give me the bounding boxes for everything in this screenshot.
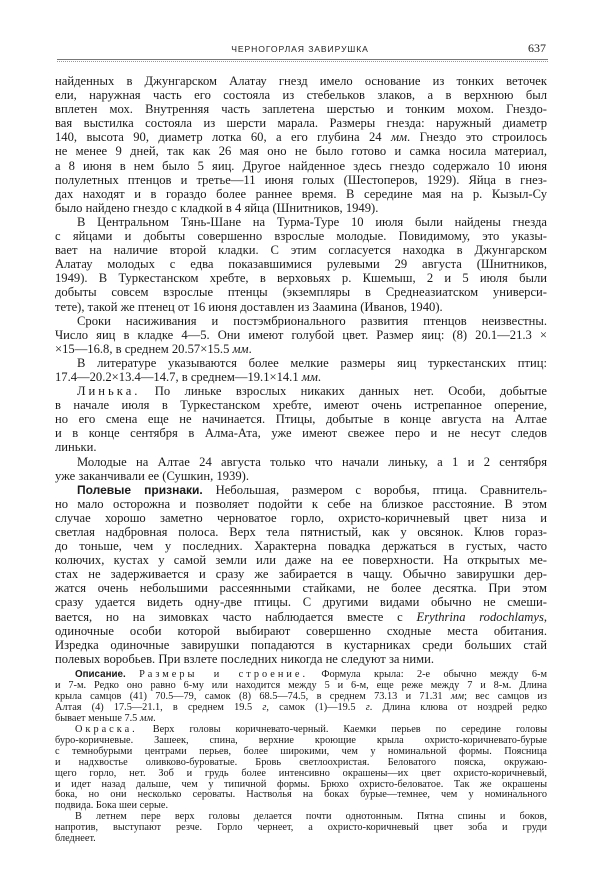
text-line (55, 823, 547, 834)
text-line (55, 440, 547, 454)
text-segment: с темнобурыми центрами перьев, более широкими, чем у номинальной формы. Поясница (55, 745, 547, 757)
text-segment: одиночные особи которой выбирают совершенно сходные места обитания. (55, 623, 547, 638)
text-segment: Сроки насиживания и постэмбрионального развития птенцов неизвестны. (77, 313, 547, 328)
italic-text: мм (390, 130, 408, 145)
text-segment: найденных в Джунгарском Алатау гнезд имело основание из тонких веточек (55, 74, 547, 88)
text-segment: Алатау молодых с едва показавшимися рулевыми 29 августа (Шнитников, (55, 257, 547, 272)
text-line (55, 342, 547, 356)
paragraph (55, 384, 547, 454)
text-segment: уже заканчивали ее (Сушкин, 1939). (55, 468, 249, 483)
italic-text: г (262, 701, 267, 713)
text-line (55, 553, 547, 567)
text-segment: полулетных птенцов и третье—11 июня голых (Шестоперов, 1929). Яйца в гнез- (55, 172, 547, 187)
text-line (55, 215, 547, 229)
text-segment (126, 669, 139, 680)
text-segment: бока, но они несколько сероваты. Настволья на боках бурые—темнее, чем у номинального (55, 789, 547, 801)
text-segment: и идет назад дальше, чем у типичной формы. Брюхо охристо-беловатое. Так же окрашены (55, 778, 547, 790)
section-heading: Полевые признаки. (77, 482, 203, 497)
paragraph (55, 455, 547, 483)
text-segment: Число яиц в кладке 4—5. Они имеют голубой цвет. Размер яиц: (8) 20.1—21.3 × (55, 327, 547, 342)
text-line (55, 300, 547, 314)
text-line (55, 511, 547, 525)
text-line (55, 483, 547, 497)
text-line (55, 271, 547, 285)
text-segment: Формула крыла: 2-е обычно между 6-м (308, 669, 548, 680)
text-segment: 17.4—20.2×13.4—14.7, в среднем—19.1×14.1 (55, 369, 302, 384)
text-segment: но мало осторожна и позволяет подойти к себе на близкое расстояние. В этом (55, 496, 547, 511)
header-rule (57, 59, 548, 62)
text-segment: Изредка одиночные завирушки попадаются в кустарниках среди больших стай (55, 637, 547, 652)
running-head (0, 41, 600, 58)
paragraph (55, 812, 547, 845)
text-segment: бледнеет. (55, 833, 96, 845)
paragraph (55, 356, 547, 384)
text-line (55, 834, 547, 845)
paragraph (55, 215, 547, 314)
text-line (55, 624, 547, 638)
text-segment: полевых воробьев. При взлете последних никогда не следуют за ними. (55, 651, 434, 666)
text-segment: крыла самцов (41) 70.5—79, самок (8) 68.5—74.5, в среднем 73.13 и 71.31 (55, 690, 451, 702)
text-segment: вается, но на зимовках часто наблюдается вместе с (55, 609, 417, 624)
spaced-subheading: Размеры и строение. (139, 669, 309, 680)
text-line (55, 469, 547, 483)
text-line (55, 398, 547, 412)
text-segment: , (543, 609, 548, 624)
text-segment: колючих, кустах у самой земли или даже на ее поверхности. На открытых ме- (55, 553, 547, 568)
text-segment: напротив, выступают резче. Горло чернеет, а охристо-коричневый цвет зоба и груди (55, 822, 547, 834)
text-line (55, 384, 547, 398)
text-segment: 140, высота 90, диаметр лотка 60, а его глубина 24 (55, 130, 391, 145)
text-segment: вплетен мох. Внутренняя часть заплетена шерстью и тонким мохом. Гнездо- (55, 102, 547, 117)
text-segment: подвида. Бока шеи серые. (55, 800, 169, 812)
text-segment: а 8 июня в нем было 5 яиц. Другое найденное здесь гнездо содержало 10 июня (55, 158, 547, 173)
paragraph (55, 314, 547, 356)
text-segment: . (153, 712, 156, 724)
text-line (55, 116, 547, 130)
text-segment: и надхвостье оливково-буроватые. Бровь светлоохристая. Беловатого пояска, окружаю- (55, 756, 547, 768)
text-segment: В литературе указываются более мелкие размеры яиц туркестанских птиц: (77, 355, 547, 370)
text-segment: и 7-м. Редко оно равно 6-му или находится между 5 и 6-м, еще реже между 7 и 8-м. Длина (55, 679, 547, 691)
text-segment: стах не задерживается и сразу же забирается в чащу. Обычно завирушки дер- (55, 567, 547, 582)
text-line (55, 455, 547, 469)
text-line (55, 356, 547, 370)
page-number: 637 (528, 41, 546, 55)
text-segment: . Гнездо это строилось (407, 130, 547, 145)
small-print-description (55, 670, 547, 845)
main-text-body (55, 74, 547, 666)
text-line (55, 173, 547, 187)
italic-text: г (365, 701, 370, 713)
text-segment: В Центральном Тянь-Шане на Турма-Туре 10 июля были найдены гнезда (77, 214, 547, 229)
text-segment: . Длина клюва от ноздрей редко (369, 701, 547, 713)
text-line (55, 638, 547, 652)
text-segment: бывает меньше 7.5 (55, 712, 140, 724)
text-line (55, 88, 547, 102)
text-line (55, 130, 547, 144)
text-segment: светлая надбровная полоса. Верх тела пятнистый, как у овсянок. Клюв гораз- (55, 525, 547, 539)
text-segment: тете), такой же птенец от 16 июня доставлен из Заамина (Иванов, 1940). (55, 299, 443, 314)
text-line (55, 187, 547, 201)
text-line (55, 567, 547, 581)
text-segment: Молодые на Алтае 24 августа только что начали линьку, а 1 и 2 сентября (77, 454, 547, 469)
text-segment: В летнем пере верх головы делается почти однотонным. Пятна спины и боков, (75, 811, 547, 823)
italic-text: Erythrina rodochlamys (416, 609, 544, 624)
text-line (55, 328, 547, 342)
text-segment: с яйцами и добыты совершенно взрослые молодые. Повидимому, это указы- (55, 229, 547, 244)
text-line (55, 229, 547, 243)
text-segment: и в конце сентября в Алма-Ата, уже имеют свежее перо и не несут следов (55, 426, 547, 441)
text-line (55, 201, 547, 215)
section-heading: Описание. (75, 669, 126, 680)
text-line (55, 159, 547, 173)
text-line (55, 652, 547, 666)
text-segment: вает на наличие второй кладки. С этим согласуется находка в Джунгарском (55, 243, 547, 258)
text-line (55, 426, 547, 440)
text-line (55, 285, 547, 299)
paragraph (55, 74, 547, 215)
text-line (55, 525, 547, 539)
text-segment: случае хорошо заметно черноватое горло, охристо-коричневый цвет низа и (55, 510, 547, 525)
text-segment: вая выстилка состояла из шерсти марала. Размеры гнезда: наружный диаметр (55, 116, 547, 131)
text-line (55, 370, 547, 384)
text-line (55, 581, 547, 595)
text-segment: . (317, 369, 322, 384)
text-line (55, 497, 547, 511)
text-line (55, 595, 547, 609)
italic-text: мм (139, 712, 154, 724)
running-head-title: ЧЕРНОГОРЛАЯ ЗАВИРУШКА (231, 44, 369, 54)
italic-text: мм (301, 369, 318, 384)
text-segment: По линьке взрослых никаких данных нет. Особи, добытые (140, 384, 547, 399)
text-segment: буро-коричневые. Зашеек, спина, верхние кроющие крыла охристо-коричневато-бурые (55, 734, 547, 746)
text-segment: 1949). В Туркестанском хребте, в верховьях р. Кшемыш, 2 и 5 июля были (55, 271, 547, 286)
text-segment: щего горло, нет. Зоб и грудь более интенсивно окрашены—их цвет охристо-коричневый, (55, 767, 547, 779)
italic-text: мм (450, 690, 465, 702)
text-segment: в начале июля в Туркестанском хребте, имеют очень истрепанное оперение, (55, 398, 547, 413)
text-line (55, 610, 547, 624)
text-segment: . (248, 341, 252, 356)
text-line (55, 412, 547, 426)
spaced-subheading: Окраска. (75, 723, 138, 735)
text-segment: до тоньше, чем у последних. Характерна повадка держаться в густых, часто (55, 539, 547, 554)
text-segment: сразу удается видеть одну-две птицы. С другими видами обычно не смеши- (55, 595, 547, 610)
text-segment: жатся очень небольшими рассеянными стайками, не более десятка. При этом (55, 581, 547, 596)
text-segment: Верх головы коричневато-черный. Каемки перьев по середине головы (137, 723, 547, 735)
italic-text: мм (232, 341, 249, 356)
text-segment: но его смена еще не начинается. Птицы, добытые в конце августа на Алтае (55, 412, 547, 427)
text-segment: ; вес самцов из (464, 690, 547, 702)
paragraph (55, 483, 547, 666)
text-segment: дах находят и в гораздо более раннее время. В середине мая на р. Кызыл-Су (55, 186, 547, 201)
paragraph (55, 670, 547, 725)
text-segment: , самок (1)—19.5 (266, 701, 366, 713)
text-segment: ×15—16.8, в среднем 20.57×15.5 (55, 341, 233, 356)
paragraph (55, 725, 547, 813)
text-line (55, 257, 547, 271)
text-segment: добыты совсем взрослые птенцы (экземпляры в Среднеазиатском универси- (55, 285, 547, 300)
text-segment: Алтая (4) 17.5—21.1, в среднем 19.5 (55, 701, 263, 713)
text-segment: Небольшая, размером с воробья, птица. Сравнитель- (202, 482, 547, 497)
text-segment: не менее 9 дней, так как 26 мая оно не было готово и самка носила материал, (55, 144, 547, 159)
text-line (55, 102, 547, 116)
text-line (55, 243, 547, 257)
text-line (55, 144, 547, 158)
text-line (55, 539, 547, 553)
text-segment: линьки. (55, 440, 97, 455)
text-line (55, 74, 547, 88)
text-line (55, 314, 547, 328)
text-segment: было найдено гнездо с кладкой в 4 яйца (Шнитников, 1949). (55, 200, 379, 215)
text-segment: ели, наружная часть его состояла из стебельков злаков, а в верхнюю был (55, 88, 547, 103)
spaced-subheading: Линька. (77, 384, 141, 399)
